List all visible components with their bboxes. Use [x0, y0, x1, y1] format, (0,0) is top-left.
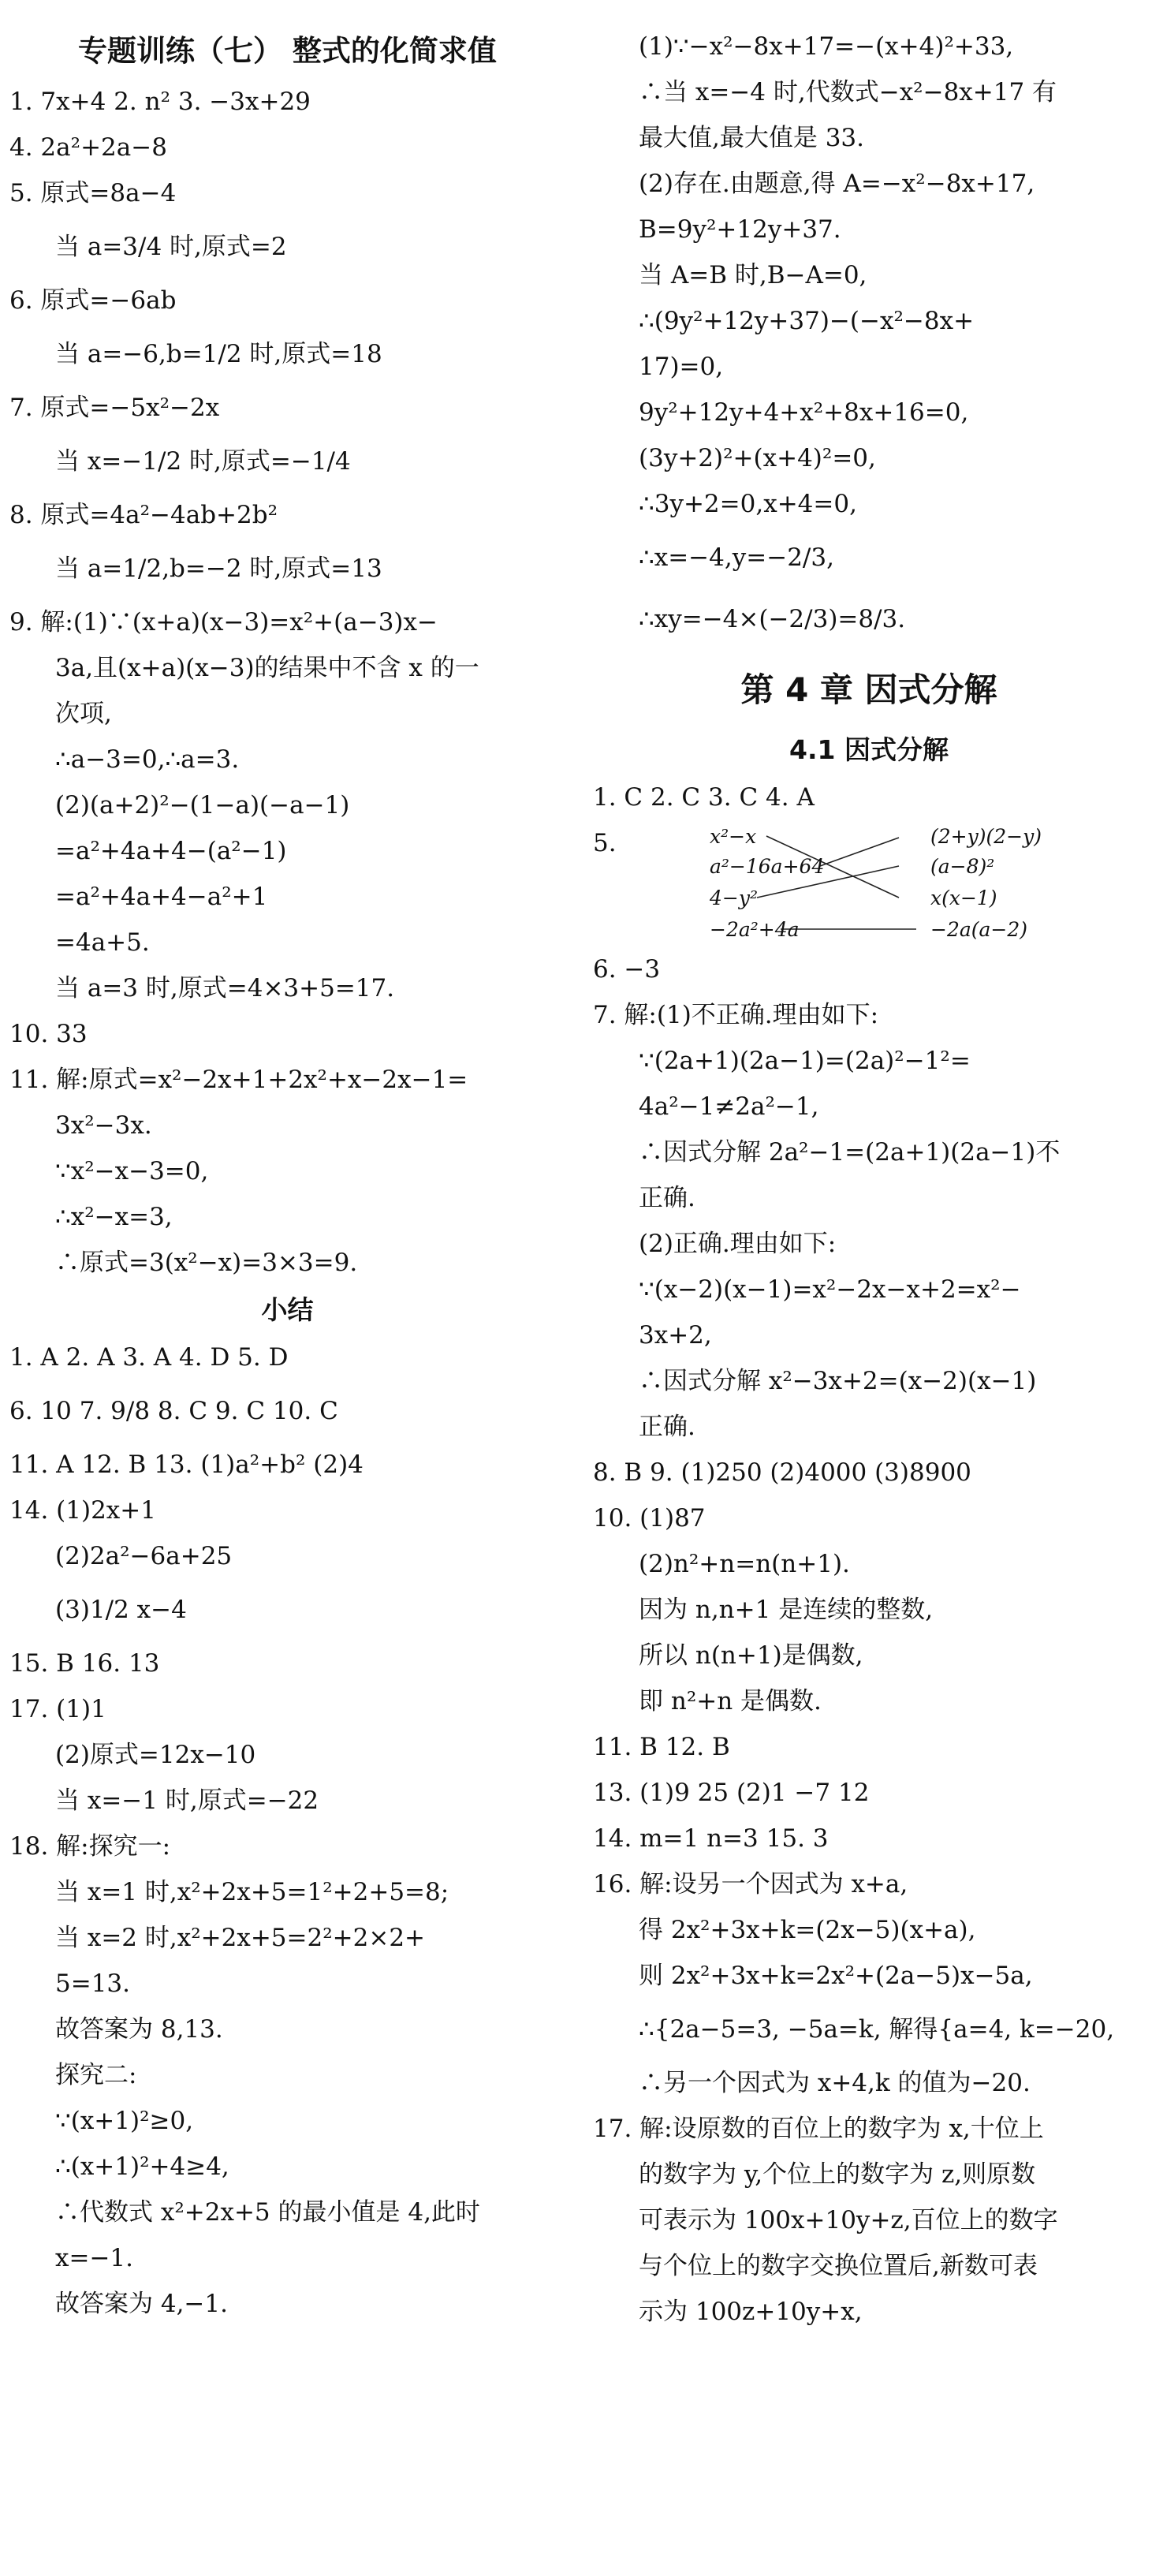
- answer-line: 当 a=3 时,原式=4×3+5=17.: [55, 974, 395, 1002]
- answer-line: 13. (1)9 25 (2)1 −7 12: [593, 1779, 870, 1807]
- matching-right-term: (2+y)(2−y): [930, 825, 1042, 848]
- answer-line: (2)正确.理由如下:: [639, 1230, 837, 1258]
- matching-right-term: −2a(a−2): [930, 918, 1028, 941]
- answer-line: =a²+4a+4−(a²−1): [55, 837, 287, 865]
- answer-line: 可表示为 100x+10y+z,百位上的数字: [639, 2206, 1058, 2234]
- answer-line: 17. (1)1: [9, 1695, 106, 1723]
- answer-line: ∵x²−x−3=0,: [55, 1157, 209, 1185]
- answer-line: (1)∵−x²−8x+17=−(x+4)²+33,: [639, 32, 1014, 61]
- answer-line: 因为 n,n+1 是连续的整数,: [639, 1596, 934, 1624]
- answer-line: ∴因式分解 2a²−1=(2a+1)(2a−1)不: [639, 1138, 1061, 1167]
- answer-line: ∵(x−2)(x−1)=x²−2x−x+2=x²−: [639, 1275, 1021, 1304]
- matching-right-term: x(x−1): [930, 887, 997, 909]
- chapter-title: 第 4 章 因式分解: [740, 670, 997, 709]
- answer-line: 7. 解:(1)不正确.理由如下:: [593, 1001, 879, 1029]
- answer-line: 得 2x²+3x+k=(2x−5)(x+a),: [639, 1916, 976, 1944]
- answer-line: ∴xy=−4×(−2/3)=8/3.: [639, 605, 906, 633]
- answer-line: 17)=0,: [639, 353, 724, 381]
- answer-line: 即 n²+n 是偶数.: [639, 1687, 822, 1715]
- answer-line: 10. (1)87: [593, 1504, 706, 1533]
- answer-line: 当 a=−6,b=1/2 时,原式=18: [55, 340, 382, 368]
- answer-line: ∴因式分解 x²−3x+2=(x−2)(x−1): [639, 1367, 1037, 1395]
- answer-line: 次项,: [55, 700, 112, 728]
- answer-line: 当 a=1/2,b=−2 时,原式=13: [55, 554, 382, 583]
- answer-line: 10. 33: [9, 1020, 88, 1048]
- matching-right-term: (a−8)²: [930, 855, 995, 878]
- left-column: [9, 24, 565, 2327]
- matching-left-term: x²−x: [710, 825, 757, 848]
- summary-title: 小结: [261, 1294, 314, 1325]
- answer-line: 6. 原式=−6ab: [9, 286, 177, 315]
- answer-line: 17. 解:设原数的百位上的数字为 x,十位上: [593, 2115, 1044, 2143]
- answer-line: 5=13.: [55, 1969, 130, 1998]
- answer-line: 4. 2a²+2a−8: [9, 133, 167, 162]
- answer-line: 6. −3: [593, 955, 661, 984]
- matching-left-term: a²−16a+64: [710, 855, 825, 878]
- answer-line: =a²+4a+4−a²+1: [55, 883, 268, 911]
- match-line: [820, 838, 899, 866]
- answer-line: 4a²−1≠2a²−1,: [639, 1092, 819, 1121]
- matching-left-term: −2a²+4a: [710, 918, 800, 941]
- answer-line: 8. 原式=4a²−4ab+2b²: [9, 501, 278, 529]
- answer-line: 11. 解:原式=x²−2x+1+2x²+x−2x−1=: [9, 1066, 468, 1094]
- answer-line: 当 a=3/4 时,原式=2: [55, 233, 287, 261]
- answer-line: 所以 n(n+1)是偶数,: [639, 1641, 863, 1670]
- answer-line: 的数字为 y,个位上的数字为 z,则原数: [639, 2160, 1036, 2189]
- answer-line: ∴x²−x=3,: [55, 1203, 173, 1231]
- matching-left-term: 4−y²: [710, 887, 758, 909]
- answer-line: ∴3y+2=0,x+4=0,: [639, 490, 857, 518]
- answer-line: ∴(9y²+12y+37)−(−x²−8x+: [639, 307, 975, 335]
- answer-line: ∴{2a−5=3, −5a=k, 解得{a=4, k=−20,: [639, 2015, 1115, 2044]
- answer-line: 9y²+12y+4+x²+8x+16=0,: [639, 398, 969, 427]
- answer-line: 正确.: [639, 1413, 695, 1441]
- answer-line: ∵(2a+1)(2a−1)=(2a)²−1²=: [639, 1047, 971, 1075]
- answer-line: 故答案为 8,13.: [55, 2015, 223, 2044]
- answer-line: ∴(x+1)²+4≥4,: [55, 2152, 229, 2181]
- answer-line: (2)存在.由题意,得 A=−x²−8x+17,: [639, 170, 1035, 198]
- answer-line: 18. 解:探究一:: [9, 1832, 171, 1861]
- answer-line: ∴x=−4,y=−2/3,: [639, 543, 834, 572]
- answer-line: (3)1/2 x−4: [55, 1596, 187, 1624]
- answer-line: 7. 原式=−5x²−2x: [9, 394, 220, 422]
- section-title: 4.1 因式分解: [789, 734, 949, 765]
- answer-line: 3x²−3x.: [55, 1111, 152, 1140]
- answer-line: 当 x=1 时,x²+2x+5=1²+2+5=8;: [55, 1878, 449, 1906]
- answer-line: B=9y²+12y+37.: [639, 215, 841, 244]
- answer-line: 故答案为 4,−1.: [55, 2290, 228, 2318]
- answer-line: 14. m=1 n=3 15. 3: [593, 1824, 829, 1853]
- answer-line: 3a,且(x+a)(x−3)的结果中不含 x 的一: [55, 654, 479, 682]
- answer-line: 8. B 9. (1)250 (2)4000 (3)8900: [593, 1458, 971, 1487]
- answer-line: (2)n²+n=n(n+1).: [639, 1550, 850, 1578]
- answer-line: 最大值,最大值是 33.: [639, 124, 865, 152]
- answer-line: 当 x=2 时,x²+2x+5=2²+2×2+: [55, 1924, 426, 1952]
- answer-line: 1. C 2. C 3. C 4. A: [593, 783, 815, 812]
- answer-line: (3y+2)²+(x+4)²=0,: [639, 444, 876, 472]
- answer-line: ∴原式=3(x²−x)=3×3=9.: [55, 1249, 358, 1277]
- answer-line: x=−1.: [55, 2244, 134, 2272]
- answer-line: 探究二:: [55, 2061, 137, 2089]
- answer-line: (2)2a²−6a+25: [55, 1542, 233, 1570]
- answer-line: 示为 100z+10y+x,: [639, 2298, 863, 2326]
- answer-line: 16. 解:设另一个因式为 x+a,: [593, 1870, 908, 1898]
- answer-line: =4a+5.: [55, 928, 150, 957]
- matching-diagram: [639, 820, 1145, 946]
- answer-line: 6. 10 7. 9/8 8. C 9. C 10. C: [9, 1397, 338, 1425]
- answer-line: 1. A 2. A 3. A 4. D 5. D: [9, 1343, 289, 1372]
- answer-line: 则 2x²+3x+k=2x²+(2a−5)x−5a,: [639, 1962, 1033, 1990]
- answer-line: 当 x=−1 时,原式=−22: [55, 1786, 319, 1815]
- answer-line: 当 x=−1/2 时,原式=−1/4: [55, 447, 351, 476]
- answer-line: 正确.: [639, 1184, 695, 1212]
- answer-line: 11. B 12. B: [593, 1733, 730, 1761]
- answer-line: (2)原式=12x−10: [55, 1741, 256, 1769]
- answer-line: 14. (1)2x+1: [9, 1496, 156, 1525]
- answer-line: (2)(a+2)²−(1−a)(−a−1): [55, 791, 350, 819]
- answer-line: 3x+2,: [639, 1321, 712, 1350]
- section-title-special-training: 专题训练（七） 整式的化简求值: [78, 34, 497, 68]
- answer-line: 11. A 12. B 13. (1)a²+b² (2)4: [9, 1450, 363, 1479]
- answer-line: 1. 7x+4 2. n² 3. −3x+29: [9, 88, 311, 116]
- answer-line: 9. 解:(1)∵(x+a)(x−3)=x²+(a−3)x−: [9, 608, 438, 637]
- right-column: (1)∵−x²−8x+17=−(x+4)²+33, ∴当 x=−4 时,代数式−x²−8x+17 有 最大值,最大值是 33. (2)存在.由题意,得 A=−x²−8x+17, B=9y²+12y+37. 当 A=B 时,B−A=0, ∴(9y²+12y+37)−(−x²−8x+ 17)=0, 9y²+12y+4+x²+8x+16=0, (3y+2)²+(x+4)²=0, ∴3y+2=0,x+4=0, ∴x=−4,y=−2/3, ∴xy=−4×(−2/3)=8/3. 第 4 章 因式分解 4.1 因式分解 1. C 2. C 3. C 4. A 5. x²−x a²−16a+64 4−y² −2a²+4a (2+y)(2−y) (a−8)² x(x−1) −2a(a−2) 6. −3 7. 解:(1)不正确.理由如下: ∵(2a+1)(2a−1)=(2a)²−1²= 4a²−1≠2a²−1, ∴因式分解 2a²−1=(2a+1)(2a−1)不 正确. (2)正确.理由如下: ∵(x−2)(x−1)=x²−2x−x+2=x²− 3x+2, ∴因式分解 x²−3x+2=(x−2)(x−1) 正确. 8. B 9. (1)250 (2)4000 (3)8900 10. (1)87 (2)n²+n=n(n+1). 因为 n,n+1 是连续的整数, 所以 n(n+1)是偶数, 即 n²+n 是偶数. 11. B 12. B 13. (1)9 25 (2)1 −7 12 14. m=1 n=3 15. 3 16. 解:设另一个因式为 x+a, 得 2x²+3x+k=(2x−5)(x+a), 则 2x²+3x+k=2x²+(2a−5)x−5a, ∴{2a−5=3, −5a=k, 解得{a=4, k=−20, ∴另一个因式为 x+4,k 的值为−20. 17. 解:设原数的百位上的数字为 x,十位上 的数字为 y,个位上的数字为 z,则原数 可表示为 100x+10y+z,百位上的数字 与个位上的数字交换位置后,新数可表 示为 100z+10y+x,: [593, 24, 1145, 2335]
- answer-line: 与个位上的数字交换位置后,新数可表: [639, 2252, 1038, 2280]
- answer-line: ∵(x+1)²≥0,: [55, 2107, 194, 2135]
- answer-line: ∴另一个因式为 x+4,k 的值为−20.: [639, 2069, 1031, 2097]
- answer-line: 5. 原式=8a−4: [9, 179, 177, 207]
- answer-line: 当 A=B 时,B−A=0,: [639, 261, 867, 289]
- answer-line: 15. B 16. 13: [9, 1649, 160, 1678]
- answer-line: ∴当 x=−4 时,代数式−x²−8x+17 有: [639, 78, 1057, 106]
- answer-line: ∴a−3=0,∴a=3.: [55, 745, 240, 774]
- answer-line: ∴代数式 x²+2x+5 的最小值是 4,此时: [55, 2198, 480, 2227]
